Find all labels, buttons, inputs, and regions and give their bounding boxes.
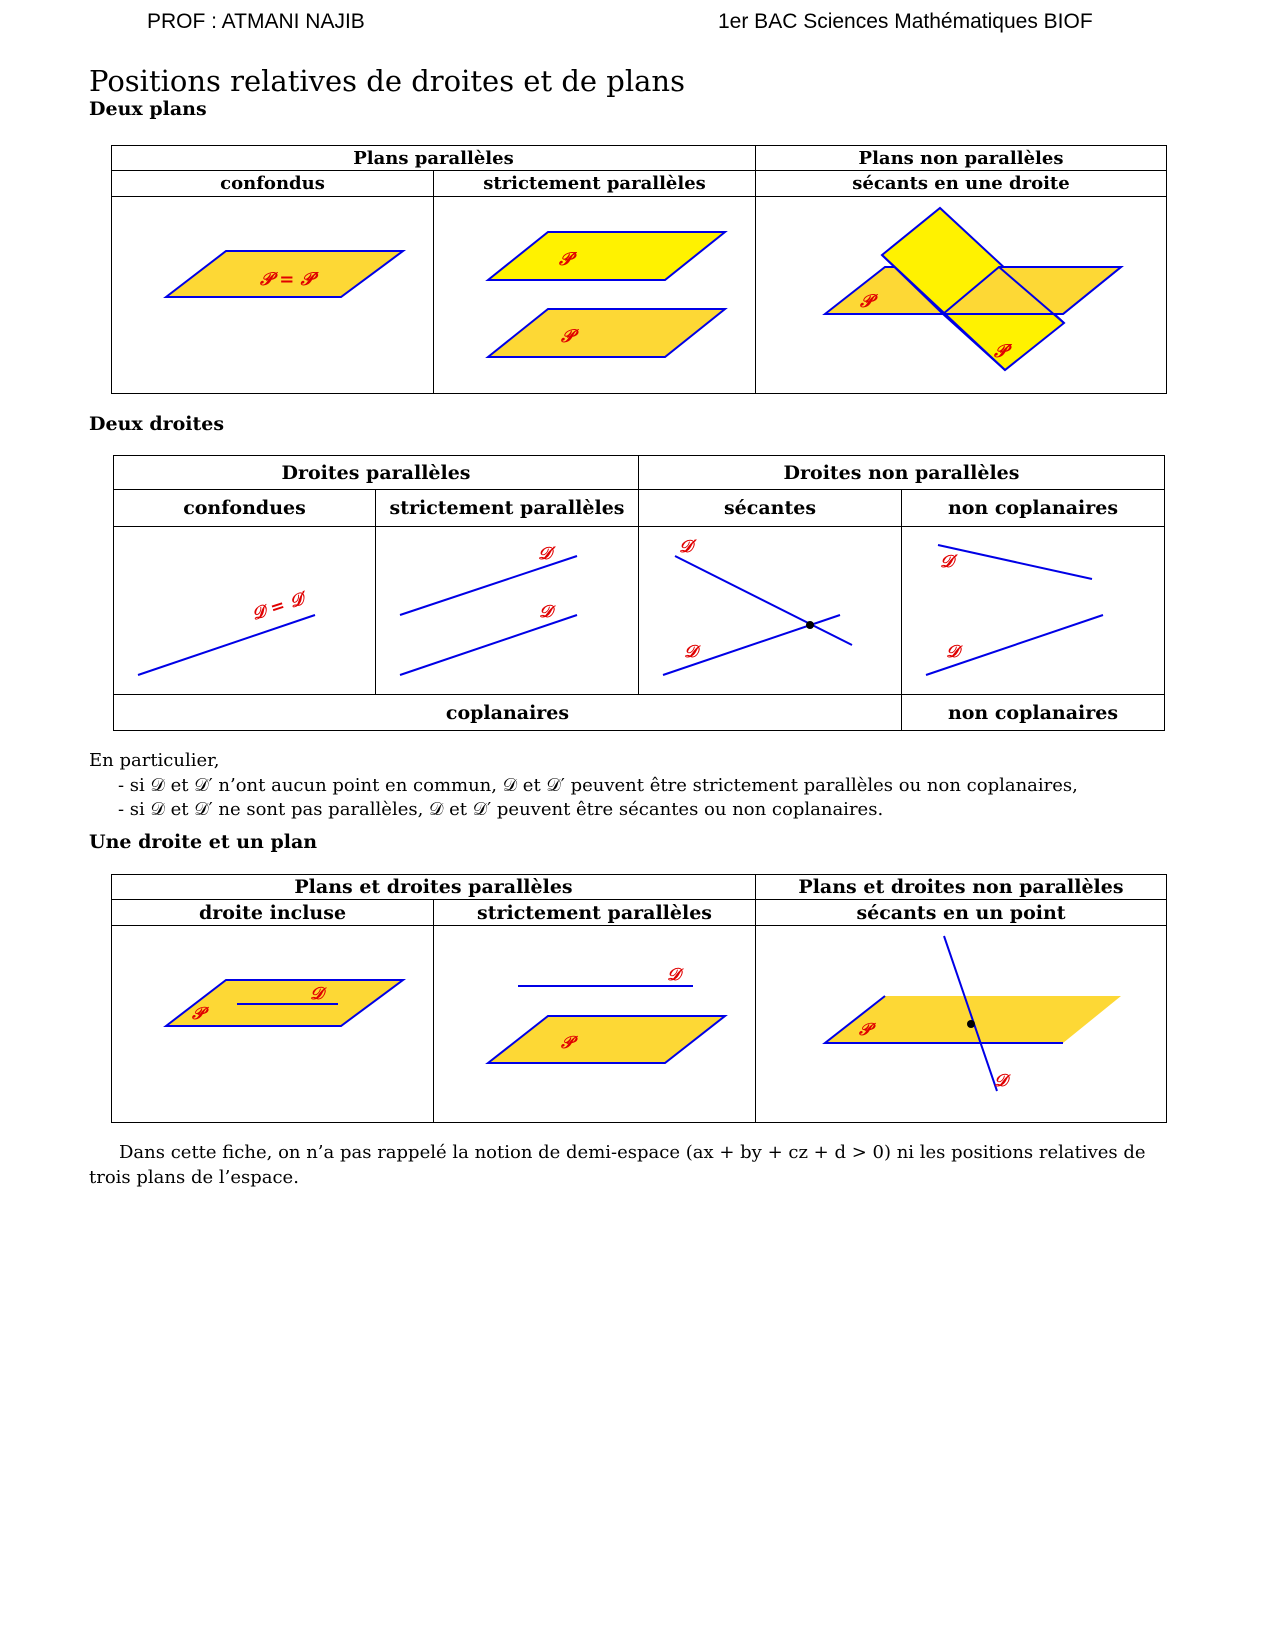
page-title: Positions relatives de droites et de plans [89,64,685,98]
group-header-nonparallel-line-plane: Plans et droites non parallèles [756,875,1167,900]
col-header-confondus: confondus [112,171,434,197]
intersection-point [806,621,814,629]
plane-bottom-label: 𝒫 [561,326,574,347]
plane-pp-label: 𝒫′ [994,341,1012,362]
plane-shape [488,1016,725,1063]
line-d-label: 𝒟 [994,1071,1008,1091]
figure-line-strict-parallel-plane [434,926,756,1123]
line-d-label: 𝒟 [539,602,553,622]
group-header-parallel-lines: Droites parallèles [114,456,639,490]
figure-line-included [112,926,434,1123]
col-header-non-coplanaires: non coplanaires [902,490,1165,527]
figure-planes-strict-parallel [434,197,756,394]
line-d-prime-label: 𝒟′ [679,537,698,557]
group-header-nonparallel-planes: Plans non parallèles [756,146,1167,171]
col-header-secants-point: sécants en un point [756,900,1167,926]
group-header-parallel-line-plane: Plans et droites parallèles [112,875,756,900]
table-two-planes [111,145,1167,394]
col-header-droite-incluse: droite incluse [112,900,434,926]
line-d-label: 𝒟 [684,642,698,662]
plane-p-label: 𝒫 [860,291,873,312]
figure-line-secant-plane [756,926,1167,1123]
col-header-strictement-paralleles: strictement parallèles [434,171,756,197]
particular-item-2: - si 𝒟 et 𝒟′ ne sont pas parallèles, 𝒟 et 𝒟′ peuvent être sécantes ou non coplanaires. [118,799,884,820]
closing-paragraph: Dans cette fiche, on n’a pas rappelé la notion de demi-espace (ax + by + cz + d > 0) ni les positions relatives de trois plans de l’espace. [89,1142,1146,1188]
plane-label: 𝒫 [859,1020,872,1040]
line-d-prime [938,545,1092,579]
line-d-label: 𝒟 [667,965,681,985]
figure-lines-strict-parallel [376,527,639,695]
plane-label: 𝒫 = 𝒫′ [260,269,319,290]
particular-item-1: - si 𝒟 et 𝒟′ n’ont aucun point en commun, 𝒟 et 𝒟′ peuvent être strictement parallèles ou non coplanaires, [118,775,1078,796]
group-header-parallel-planes: Plans parallèles [112,146,756,171]
line-d-label: 𝒟 [946,642,960,662]
line-d-prime-label: 𝒟′ [538,544,557,564]
section-heading-line-plane: Une droite et un plan [89,831,318,853]
plane-label: 𝒫 [561,1033,574,1053]
plane-top-shape [488,232,725,280]
line-label: 𝒟 = 𝒟′ [249,587,311,625]
col-header-strict-parallel-line-plane: strictement parallèles [434,900,756,926]
col-header-confondues: confondues [114,490,376,527]
line-d-label: 𝒟 [310,984,324,1004]
plane-label: 𝒫 [192,1004,205,1024]
footer-non-coplanaires: non coplanaires [902,695,1165,731]
figure-planes-secants [756,197,1167,394]
line-d-prime-label: 𝒟′ [940,552,959,572]
col-header-secants-droite: sécants en une droite [756,171,1167,197]
figure-lines-secantes [639,527,902,695]
figure-lines-confondues [114,527,376,695]
plane-top-label: 𝒫′ [559,249,577,270]
section-heading-two-lines: Deux droites [89,413,225,435]
col-header-strict-parallel-lines: strictement parallèles [376,490,639,527]
table-line-plane [111,874,1167,1123]
line-d [138,615,315,675]
section-heading-two-planes: Deux plans [89,98,207,120]
plane-bottom-shape [488,309,725,357]
line-d [400,615,577,675]
header-class: 1er BAC Sciences Mathématiques BIOF [718,10,1093,33]
col-header-secantes: sécantes [639,490,902,527]
table-two-lines [113,455,1165,731]
footer-coplanaires: coplanaires [114,695,902,731]
particular-intro: En particulier, [89,750,220,771]
group-header-nonparallel-lines: Droites non parallèles [639,456,1165,490]
line-d-prime [675,556,852,645]
figure-planes-confondus [112,197,434,394]
figure-lines-non-coplanaires [902,527,1165,695]
intersection-point [967,1020,975,1028]
header-author: PROF : ATMANI NAJIB [147,10,365,33]
